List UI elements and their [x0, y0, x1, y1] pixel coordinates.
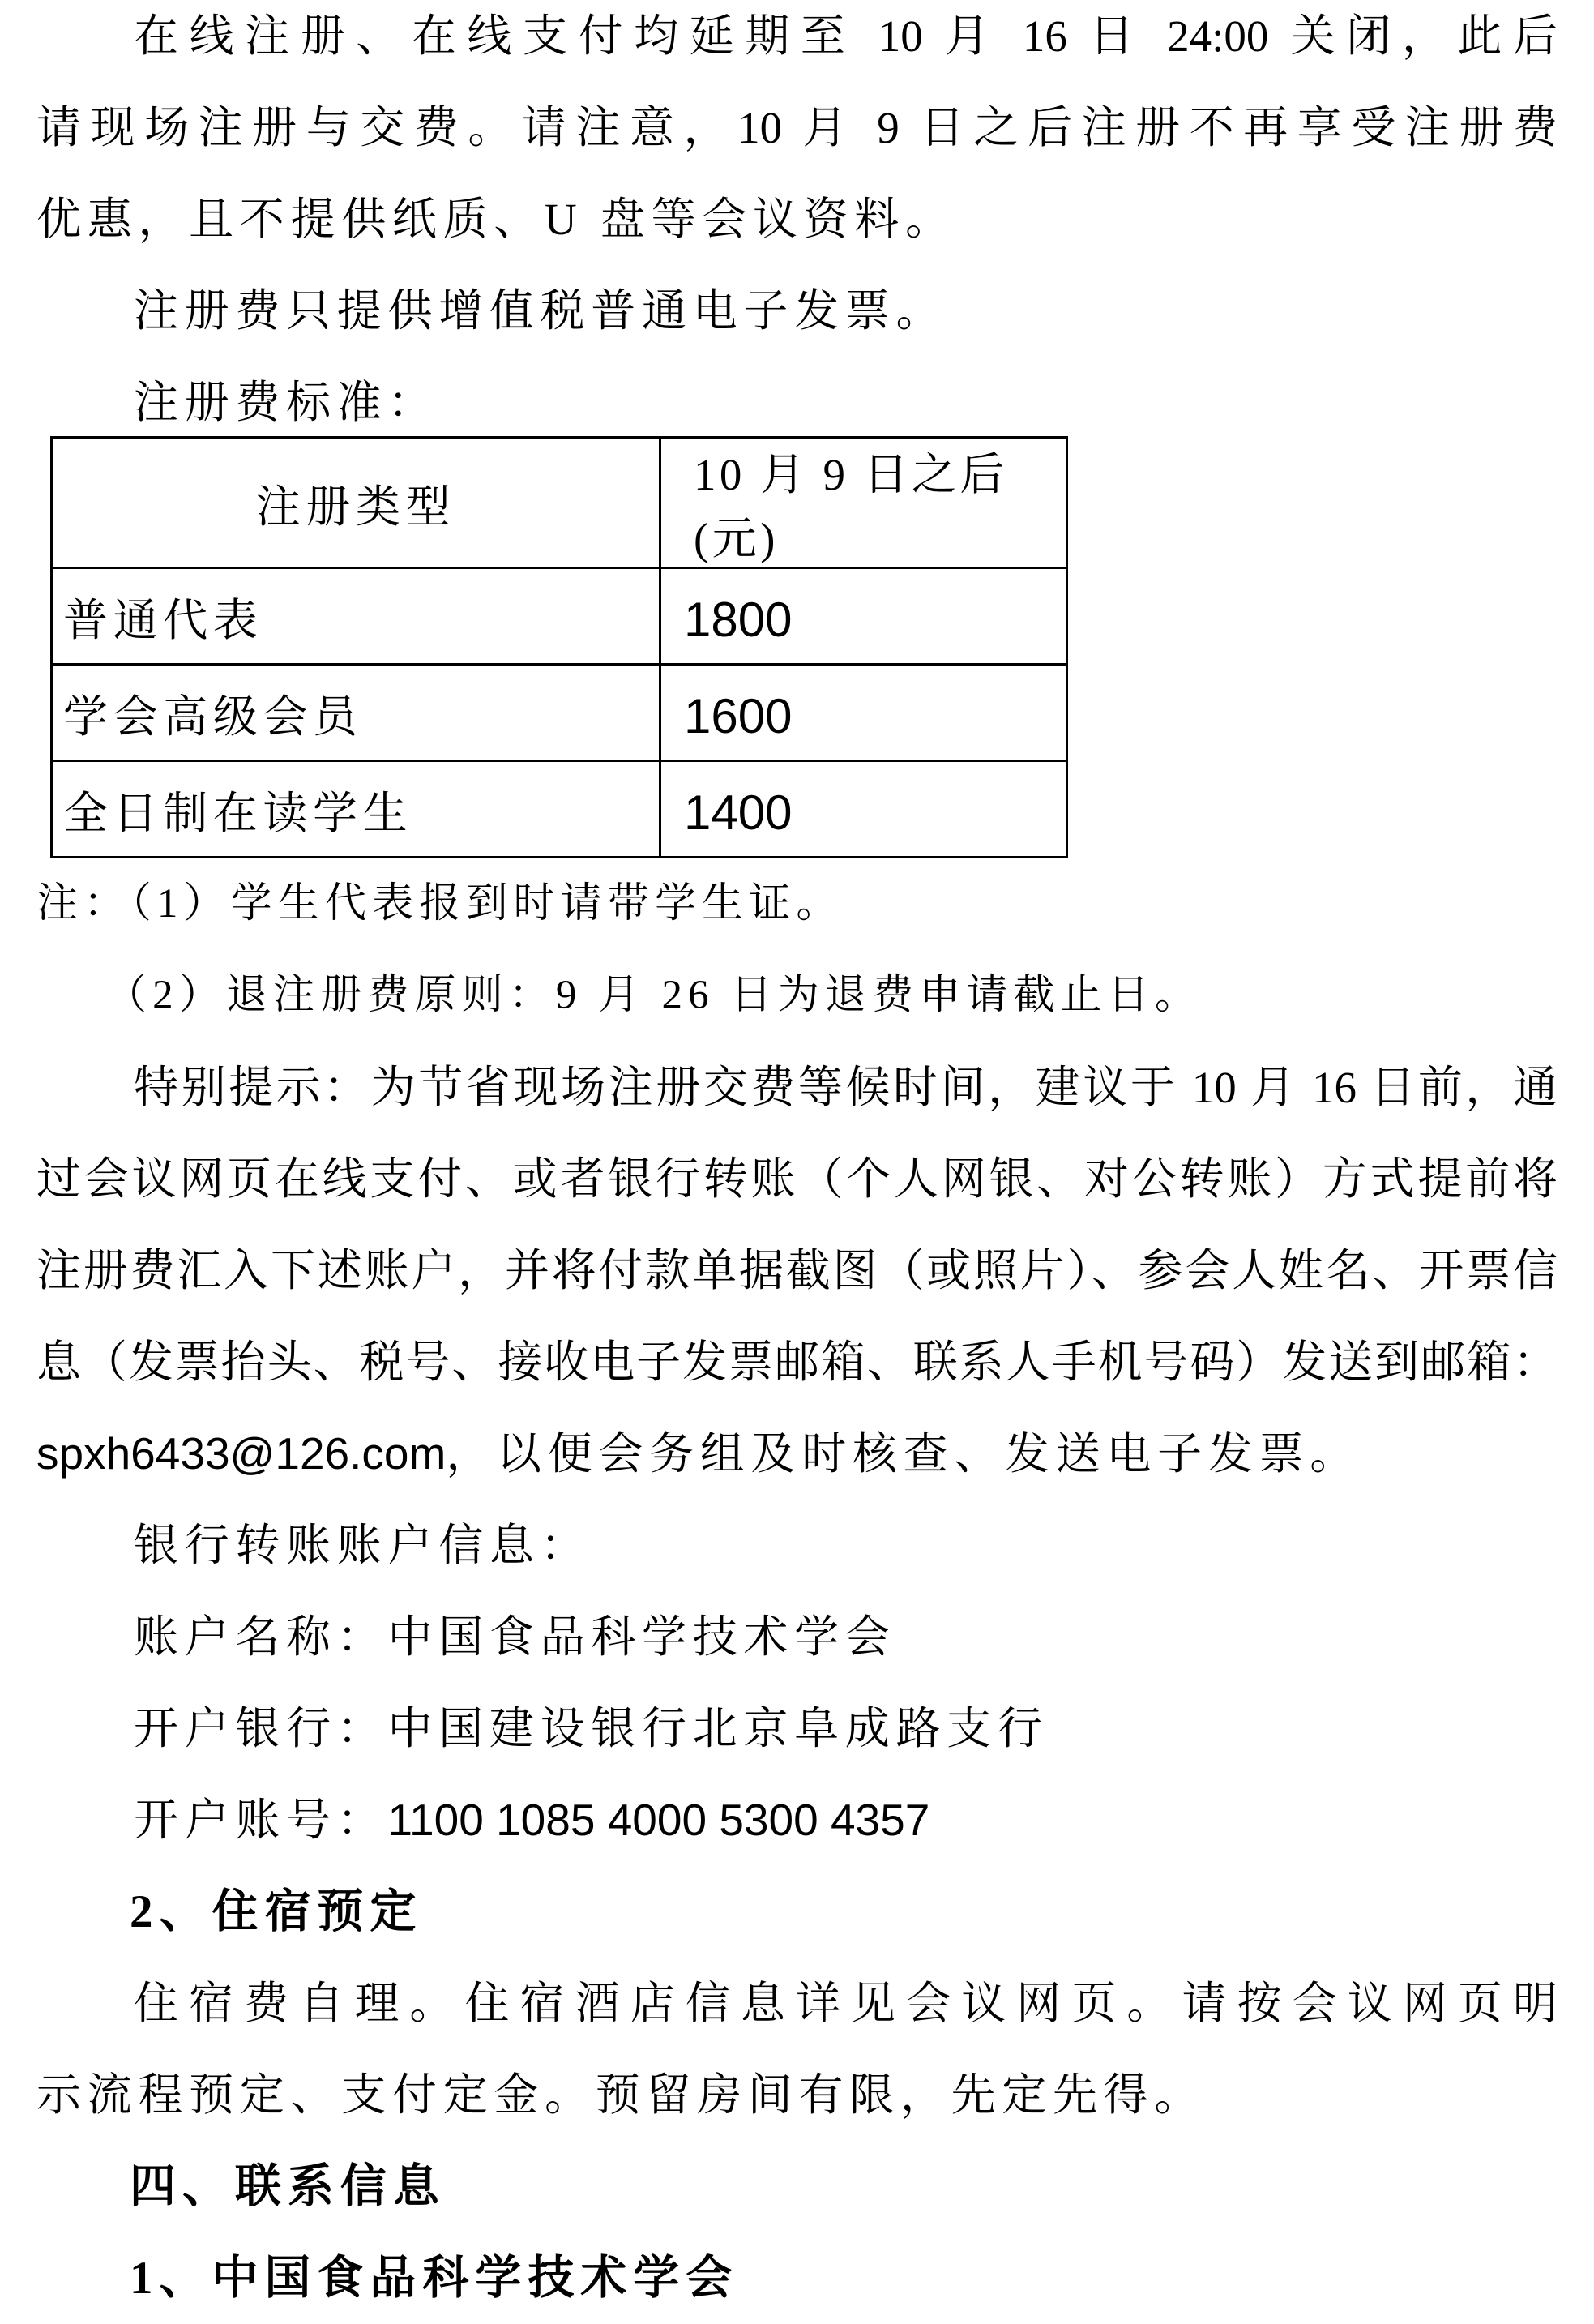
account-number-line — [36, 1774, 1558, 1866]
account-number-value: 1100 1085 4000 5300 4357 — [387, 1795, 930, 1845]
fee-table-header-row — [52, 438, 1067, 568]
email-address: spxh6433@126.com — [36, 1428, 447, 1479]
special-notice-line-4: 息（发票抬头、税号、接收电子发票邮箱、联系人手机号码）发送到邮箱： — [36, 1337, 1558, 1387]
fee-value-regular: 1800 — [660, 568, 1067, 665]
fee-type-senior-member: 学会高级会员 — [52, 665, 660, 761]
fee-type-regular: 普通代表 — [52, 568, 660, 665]
document-content — [36, 0, 1558, 2324]
account-number-label: 开户账号： — [134, 1795, 388, 1845]
special-notice-line-1: 特别提示：为节省现场注册交费等候时间，建议于 10 月 16 日前，通 — [134, 1063, 1558, 1112]
table-row — [52, 761, 1067, 858]
table-note-2: （2）退注册费原则：9 月 26 日为退费申请截止日。 — [105, 973, 1203, 1018]
email-line-tail: ，以便会务组及时核查、发送电子发票。 — [446, 1429, 1361, 1479]
account-name-line: 账户名称：中国食品科学技术学会 — [134, 1612, 896, 1662]
bank-info-title: 银行转账账户信息： — [134, 1521, 592, 1570]
fee-value-student: 1400 — [660, 761, 1067, 858]
intro-line-1: 在线注册、在线支付均延期至 10 月 16 日 24:00 关闭，此后 — [134, 11, 1558, 61]
email-line — [36, 1408, 1558, 1500]
special-notice-line-3: 注册费汇入下述账户，并将付款单据截图（或照片）、参会人姓名、开票信 — [36, 1246, 1558, 1295]
contact-org-heading: 1、中国食品科学技术学会 — [130, 2253, 739, 2304]
section-contact-heading: 四、联系信息 — [130, 2161, 446, 2212]
intro-line-2: 请现场注册与交费。请注意，10 月 9 日之后注册不再享受注册费 — [36, 103, 1558, 152]
fee-standard-label: 注册费标准： — [134, 378, 439, 427]
special-notice-line-2: 过会议网页在线支付、或者银行转账（个人网银、对公转账）方式提前将 — [36, 1154, 1558, 1204]
table-row — [52, 665, 1067, 761]
invoice-note-line: 注册费只提供增值税普通电子发票。 — [134, 286, 947, 336]
bank-name-line: 开户银行：中国建设银行北京阜成路支行 — [134, 1704, 1049, 1753]
section-accommodation-heading: 2、住宿预定 — [130, 1886, 423, 1937]
fee-type-student: 全日制在读学生 — [52, 761, 660, 858]
accommodation-line-1: 住宿费自理。住宿酒店信息详见会议网页。请按会议网页明 — [134, 1979, 1558, 2028]
fee-table-header-price: 10 月 9 日之后(元) — [660, 438, 1067, 568]
intro-line-3: 优惠，且不提供纸质、U 盘等会议资料。 — [36, 195, 956, 244]
table-note-1: 注：（1）学生代表报到时请带学生证。 — [36, 881, 844, 927]
accommodation-line-2: 示流程预定、支付定金。预留房间有限，先定先得。 — [36, 2070, 1206, 2120]
fee-value-senior-member: 1600 — [660, 665, 1067, 761]
fee-table — [50, 436, 1068, 858]
fee-table-header-type: 注册类型 — [52, 438, 660, 568]
table-row — [52, 568, 1067, 665]
